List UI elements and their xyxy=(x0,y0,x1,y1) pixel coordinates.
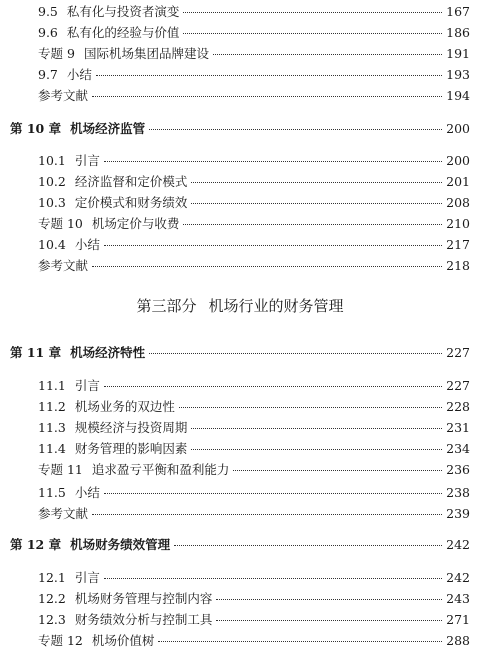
dot-leader xyxy=(179,407,442,408)
toc-page-number: 227 xyxy=(446,378,470,393)
toc-page-number: 200 xyxy=(446,153,470,168)
toc-entry-number: 12.3 xyxy=(38,612,66,627)
toc-page-number: 234 xyxy=(446,441,470,456)
toc-references-row[interactable] xyxy=(38,258,470,274)
toc-page-number: 186 xyxy=(446,25,470,40)
dot-leader xyxy=(191,449,442,450)
toc-entry-title: 财务管理的影响因素 xyxy=(74,441,188,456)
toc-entry-number: 11.2 xyxy=(38,399,66,414)
toc-entry-number: 11.4 xyxy=(38,441,66,456)
toc-entry-title: 私有化与投资者演变 xyxy=(66,4,180,19)
toc-section-row[interactable] xyxy=(38,25,470,41)
toc-entry-title: 机场财务绩效管理 xyxy=(70,537,171,552)
toc-entry-number: 10.4 xyxy=(38,237,66,252)
toc-section-row[interactable] xyxy=(38,591,470,607)
toc-entry-title: 国际机场集团品牌建设 xyxy=(83,46,209,61)
toc-entry-number: 第 11 章 xyxy=(10,345,62,360)
toc-entry-title: 财务绩效分析与控制工具 xyxy=(74,612,213,627)
dot-leader xyxy=(191,428,442,429)
part-title: 机场行业的财务管理 xyxy=(208,297,344,315)
toc-page-number: 191 xyxy=(446,46,470,61)
toc-entry-number: 11.3 xyxy=(38,420,66,435)
toc-page-number: 201 xyxy=(446,174,470,189)
toc-entry-title: 规模经济与投资周期 xyxy=(74,420,188,435)
toc-entry-number: 9.6 xyxy=(38,25,58,40)
toc-entry-number: 9.5 xyxy=(38,4,58,19)
toc-section-row[interactable] xyxy=(38,420,470,436)
toc-entry-title: 机场价值树 xyxy=(91,633,155,648)
toc-entry-number: 9.7 xyxy=(38,67,58,82)
toc-section-row[interactable] xyxy=(38,174,470,190)
toc-entry-number: 11.1 xyxy=(38,378,66,393)
toc-entry-title: 机场财务管理与控制内容 xyxy=(74,591,213,606)
toc-entry-number: 10.2 xyxy=(38,174,66,189)
dot-leader xyxy=(104,493,442,494)
dot-leader xyxy=(216,599,442,600)
toc-entry-number: 11.5 xyxy=(38,485,66,500)
part-number: 第三部分 xyxy=(136,297,197,315)
toc-section-row[interactable] xyxy=(38,4,470,20)
toc-entry-title: 小结 xyxy=(74,237,100,252)
toc-entry-number: 第 10 章 xyxy=(10,121,62,136)
toc-page-number: 242 xyxy=(446,570,470,585)
toc-entry-title: 引言 xyxy=(74,153,100,168)
toc-section-row[interactable] xyxy=(38,153,470,169)
dot-leader xyxy=(191,203,442,204)
toc-section-row[interactable] xyxy=(38,378,470,394)
toc-section-row[interactable] xyxy=(38,485,470,501)
dot-leader xyxy=(233,470,442,471)
toc-entry-number: 12.2 xyxy=(38,591,66,606)
dot-leader xyxy=(104,578,442,579)
toc-page-number: 227 xyxy=(446,345,470,360)
toc-section-row[interactable] xyxy=(38,67,470,83)
toc-page-number: 218 xyxy=(446,258,470,273)
toc-page-number: 231 xyxy=(446,420,470,435)
toc-page-number: 236 xyxy=(446,462,470,477)
toc-section-row[interactable] xyxy=(38,195,470,211)
toc-entry-number: 10.3 xyxy=(38,195,66,210)
toc-topic-row[interactable] xyxy=(38,633,470,649)
dot-leader xyxy=(92,266,442,267)
toc-entry-number: 专题 12 xyxy=(38,633,83,648)
toc-page-number: 242 xyxy=(446,537,470,552)
dot-leader xyxy=(183,12,442,13)
toc-section-row[interactable] xyxy=(38,570,470,586)
toc-page-number: 271 xyxy=(446,612,470,627)
dot-leader xyxy=(213,54,442,55)
toc-page-number: 238 xyxy=(446,485,470,500)
toc-topic-row[interactable] xyxy=(38,216,470,232)
toc-topic-row[interactable] xyxy=(38,462,470,478)
toc-entry-title: 经济监督和定价模式 xyxy=(74,174,188,189)
toc-entry-title: 追求盈亏平衡和盈利能力 xyxy=(91,462,230,477)
toc-chapter-row[interactable] xyxy=(10,121,470,137)
part-heading xyxy=(0,296,480,316)
toc-entry-title: 私有化的经验与价值 xyxy=(66,25,180,40)
toc-entry-number: 专题 10 xyxy=(38,216,83,231)
toc-entry-title: 机场经济监管 xyxy=(70,121,146,136)
dot-leader xyxy=(104,386,442,387)
toc-page-number: 167 xyxy=(446,4,470,19)
dot-leader xyxy=(149,353,442,354)
toc-page-number: 217 xyxy=(446,237,470,252)
dot-leader xyxy=(216,620,442,621)
dot-leader xyxy=(149,129,442,130)
toc-references-row[interactable] xyxy=(38,506,470,522)
toc-entry-title: 机场经济特性 xyxy=(70,345,146,360)
toc-entry-title: 参考文献 xyxy=(38,88,89,103)
dot-leader xyxy=(104,245,442,246)
dot-leader xyxy=(183,224,442,225)
toc-page-number: 288 xyxy=(446,633,470,648)
toc-entry-title: 小结 xyxy=(74,485,100,500)
toc-entry-number: 专题 9 xyxy=(38,46,75,61)
toc-section-row[interactable] xyxy=(38,612,470,628)
toc-page-number: 228 xyxy=(446,399,470,414)
dot-leader xyxy=(104,161,442,162)
toc-entry-title: 定价模式和财务绩效 xyxy=(74,195,188,210)
dot-leader xyxy=(96,75,442,76)
toc-entry-number: 专题 11 xyxy=(38,462,83,477)
toc-page-number: 194 xyxy=(446,88,470,103)
toc-page-number: 208 xyxy=(446,195,470,210)
toc-entry-title: 引言 xyxy=(74,570,100,585)
toc-section-row[interactable] xyxy=(38,399,470,415)
toc-entry-title: 参考文献 xyxy=(38,258,89,273)
toc-entry-title: 机场业务的双边性 xyxy=(74,399,175,414)
toc-entry-title: 小结 xyxy=(66,67,92,82)
dot-leader xyxy=(158,641,442,642)
toc-chapter-row[interactable] xyxy=(10,537,470,553)
toc-page-number: 243 xyxy=(446,591,470,606)
dot-leader xyxy=(174,545,442,546)
dot-leader xyxy=(191,182,442,183)
toc-page-number: 210 xyxy=(446,216,470,231)
toc-entry-number: 12.1 xyxy=(38,570,66,585)
toc-page-number: 239 xyxy=(446,506,470,521)
dot-leader xyxy=(92,96,442,97)
toc-references-row[interactable] xyxy=(38,88,470,104)
toc-chapter-row[interactable] xyxy=(10,345,470,361)
toc-page-number: 193 xyxy=(446,67,470,82)
toc-page-number: 200 xyxy=(446,121,470,136)
dot-leader xyxy=(92,514,442,515)
toc-entry-number: 10.1 xyxy=(38,153,66,168)
toc-entry-title: 引言 xyxy=(74,378,100,393)
dot-leader xyxy=(183,33,442,34)
toc-entry-title: 机场定价与收费 xyxy=(91,216,180,231)
toc-section-row[interactable] xyxy=(38,441,470,457)
toc-topic-row[interactable] xyxy=(38,46,470,62)
toc-entry-number: 第 12 章 xyxy=(10,537,62,552)
toc-section-row[interactable] xyxy=(38,237,470,253)
toc-entry-title: 参考文献 xyxy=(38,506,89,521)
